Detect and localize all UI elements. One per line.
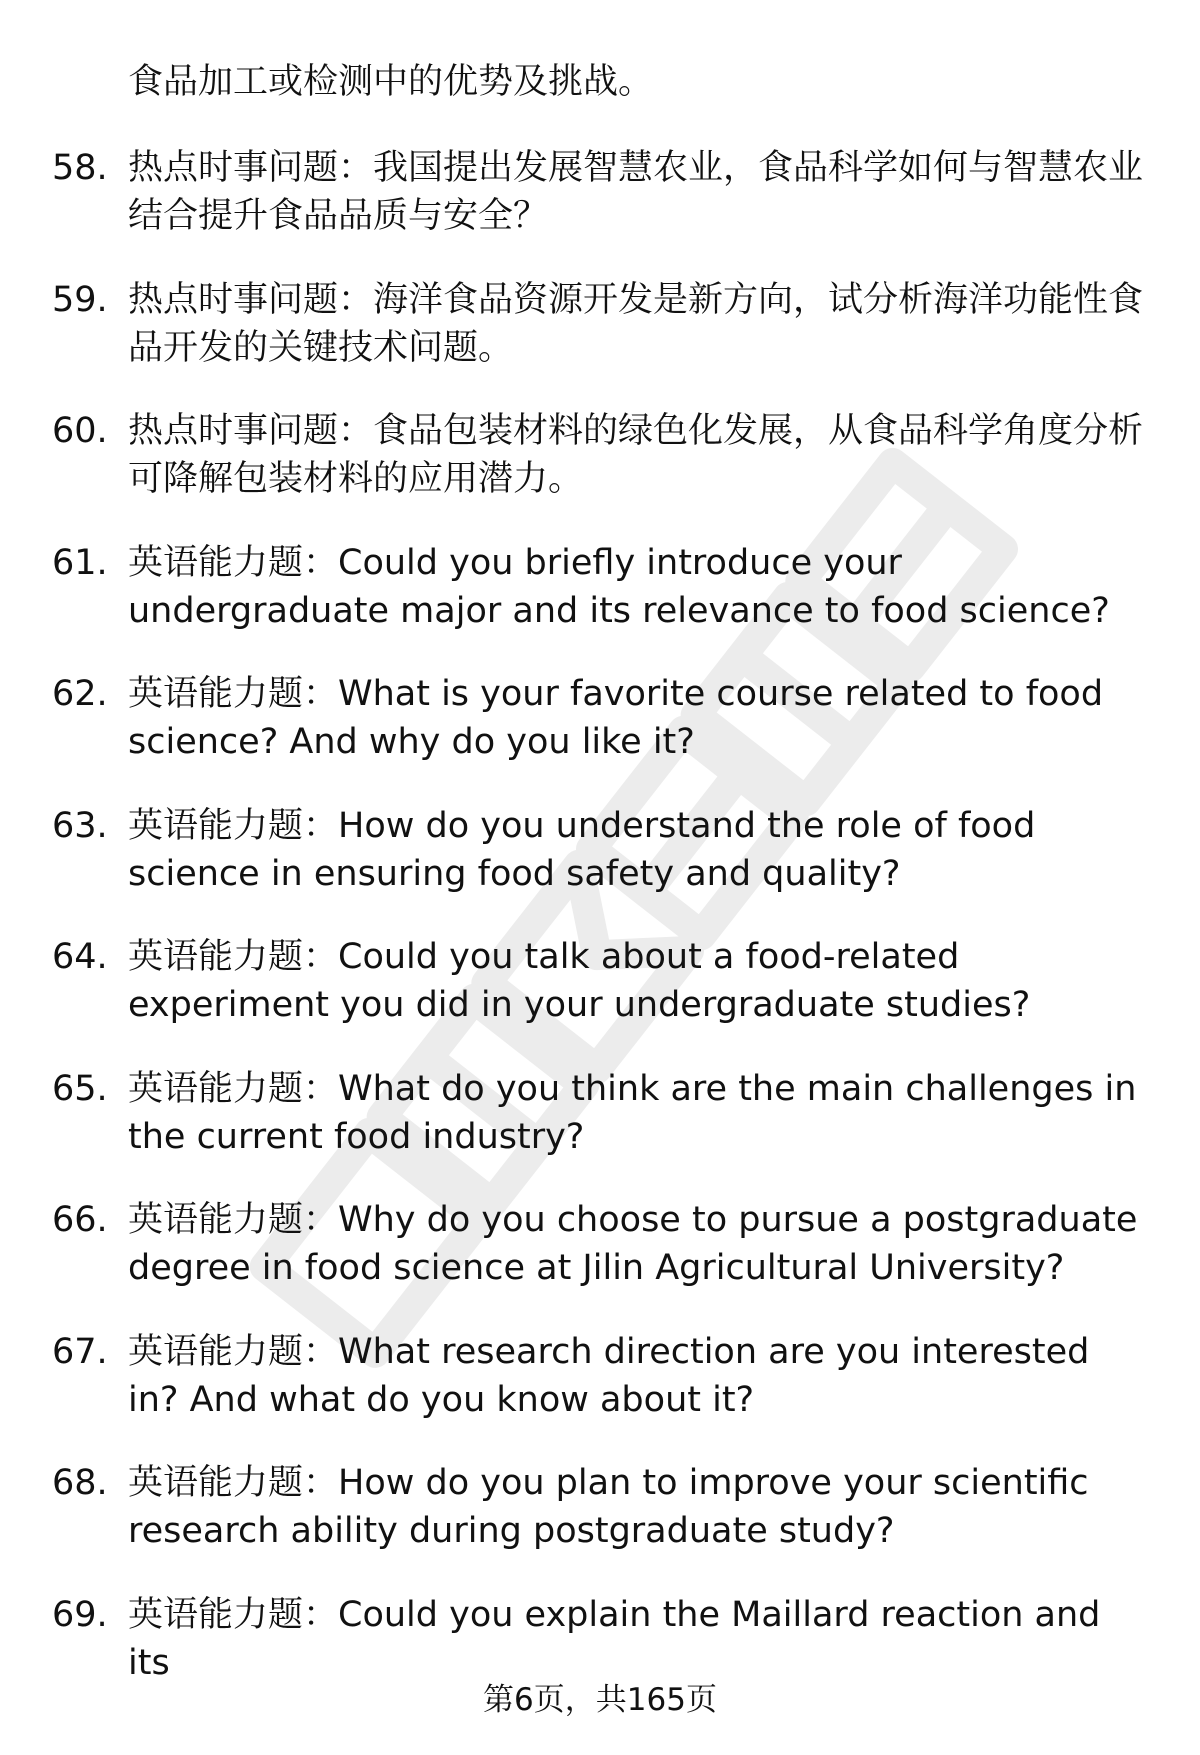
continuation-text: 食品加工或检测中的优势及挑战。	[128, 62, 654, 102]
question-text: 英语能力题：What is your favorite course related to food science? And why do you like it?	[128, 674, 1104, 762]
question-item	[0, 933, 1200, 1065]
question-text: 热点时事问题：海洋食品资源开发是新方向，试分析海洋功能性食品开发的关键技术问题。	[128, 279, 1144, 368]
question-text: 英语能力题：Why do you choose to pursue a postgraduate degree in food science at Jilin Agricultural University?	[128, 1200, 1138, 1288]
question-item	[0, 1196, 1200, 1328]
question-item	[0, 1328, 1200, 1460]
question-item	[0, 407, 1200, 539]
question-number: 62.	[52, 674, 108, 714]
question-item	[0, 670, 1200, 802]
question-number: 63.	[52, 805, 108, 846]
question-number: 66.	[52, 1200, 108, 1240]
question-item	[0, 144, 1200, 276]
page-indicator: 第6页，共165页	[483, 1682, 717, 1718]
question-text: 英语能力题：Could you explain the Maillard reaction and its	[128, 1594, 1101, 1683]
question-text: 英语能力题：What research direction are you interested in? And what do you know about it?	[128, 1331, 1090, 1420]
question-number: 69.	[52, 1594, 108, 1635]
question-number: 65.	[52, 1068, 108, 1109]
question-item	[0, 1065, 1200, 1197]
question-number: 68.	[52, 1463, 108, 1503]
question-text: 英语能力题：What do you think are the main challenges in the current food industry?	[128, 1068, 1137, 1157]
question-number: 59.	[52, 279, 108, 320]
question-number: 61.	[52, 542, 108, 583]
question-text: 英语能力题：Could you talk about a food-related experiment you did in your undergraduate studies?	[128, 937, 1031, 1025]
question-list	[0, 144, 1200, 1722]
question-text: 热点时事问题：我国提出发展智慧农业，食品科学如何与智慧农业结合提升食品品质与安全？	[128, 148, 1144, 236]
question-text: 英语能力题：Could you briefly introduce your undergraduate major and its relevance to food science?	[128, 542, 1110, 631]
question-text: 热点时事问题：食品包装材料的绿色化发展，从食品科学角度分析可降解包装材料的应用潜力。	[128, 411, 1144, 499]
question-item	[0, 276, 1200, 408]
question-number: 67.	[52, 1331, 108, 1372]
question-number: 58.	[52, 148, 108, 188]
question-item	[0, 539, 1200, 671]
question-number: 64.	[52, 937, 108, 977]
question-item	[0, 802, 1200, 934]
question-number: 60.	[52, 411, 108, 451]
question-text: 英语能力题：How do you understand the role of food science in ensuring food safety and quality?	[128, 805, 1036, 894]
question-text: 英语能力题：How do you plan to improve your scientific research ability during postgraduate study?	[128, 1463, 1089, 1551]
question-item	[0, 1459, 1200, 1591]
